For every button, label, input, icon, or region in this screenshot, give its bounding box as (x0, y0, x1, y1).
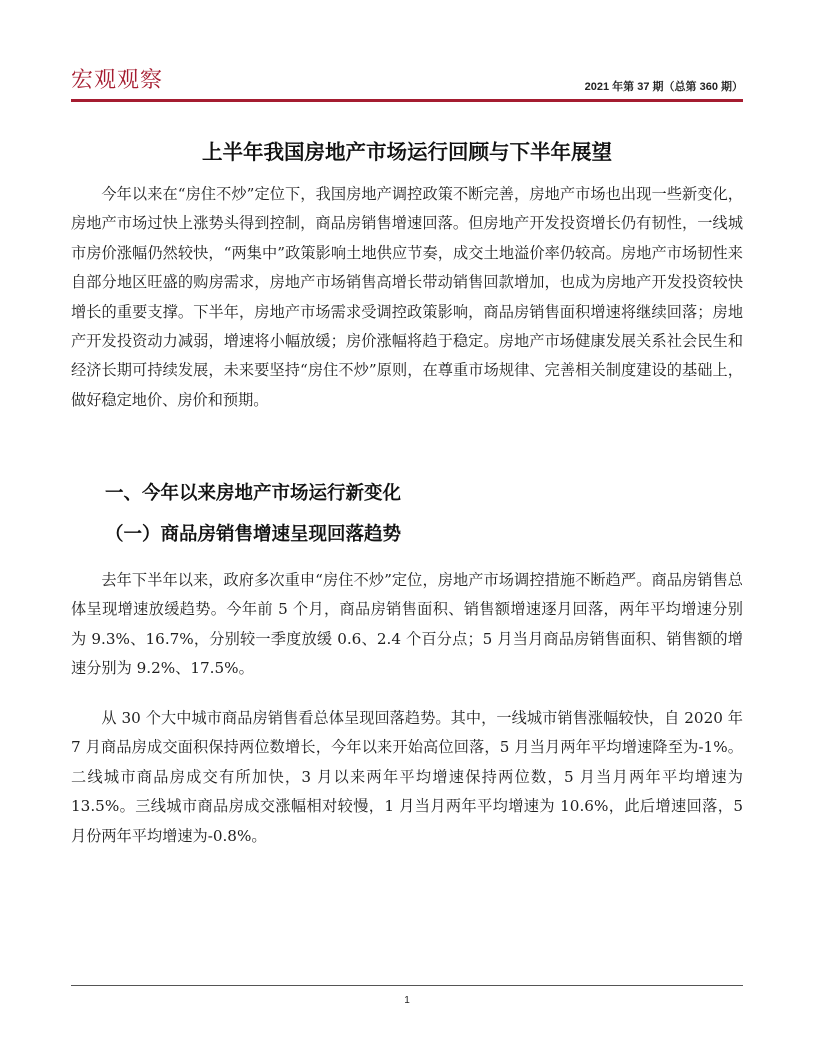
page-number: 1 (404, 995, 410, 1006)
footer-divider (71, 985, 743, 986)
header-brand: 宏观观察 (71, 68, 164, 93)
intro-paragraph: 今年以来在“房住不炒”定位下，我国房地产调控政策不断完善，房地产市场也出现一些新变化，房地产市场过快上涨势头得到控制，商品房销售增速回落。但房地产开发投资增长仍有韧性，一线城市房价涨幅仍然较快，“两集中”政策影响土地供应节奏，成交土地溢价率仍较高。房地产市场韧性来自部分地区旺盛的购房需求，房地产市场销售高增长带动销售回款增加，也成为房地产开发投资较快增长的重要支撑。下半年，房地产市场需求受调控政策影响，商品房销售面积增速将继续回落；房地产开发投资动力减弱，增速将小幅放缓；房价涨幅将趋于稳定。房地产市场健康发展关系社会民生和经济长期可持续发展，未来要坚持“房住不炒”原则，在尊重市场规律、完善相关制度建设的基础上，做好稳定地价、房价和预期。 (71, 185, 743, 409)
body-paragraph: 去年下半年以来，政府多次重申“房住不炒”定位，房地产市场调控措施不断趋严。商品房销售总体呈现增速放缓趋势。今年前 5 个月，商品房销售面积、销售额增速逐月回落，两年平均增速分别为 9.3%、16.7%，分别较一季度放缓 0.6、2.4 个百分点；5 月当月商品房销售面积、销售额的增速分别为 9.2%、17.5%。 (71, 571, 743, 678)
header-divider (71, 99, 743, 102)
header-issue: 2021 年第 37 期（总第 360 期） (584, 81, 743, 93)
body-paragraph: 从 30 个大中城市商品房销售看总体呈现回落趋势。其中，一线城市销售涨幅较快，自 2020 年 7 月商品房成交面积保持两位数增长，今年以来开始高位回落，5 月当月两年平均增速降至为-1%。二线城市商品房成交有所加快，3 月以来两年平均增速保持两位数，5 月当月两年平均增速为 13.5%。三线城市商品房成交涨幅相对较慢，1 月当月两年平均增速为 10.6%，此后增速回落，5 月份两年平均增速为-0.8%。 (71, 709, 743, 845)
page-title: 上半年我国房地产市场运行回顾与下半年展望 (202, 140, 612, 164)
section-heading: 一、今年以来房地产市场运行新变化 (105, 483, 402, 504)
subsection-heading: （一）商品房销售增速呈现回落趋势 (105, 524, 402, 545)
